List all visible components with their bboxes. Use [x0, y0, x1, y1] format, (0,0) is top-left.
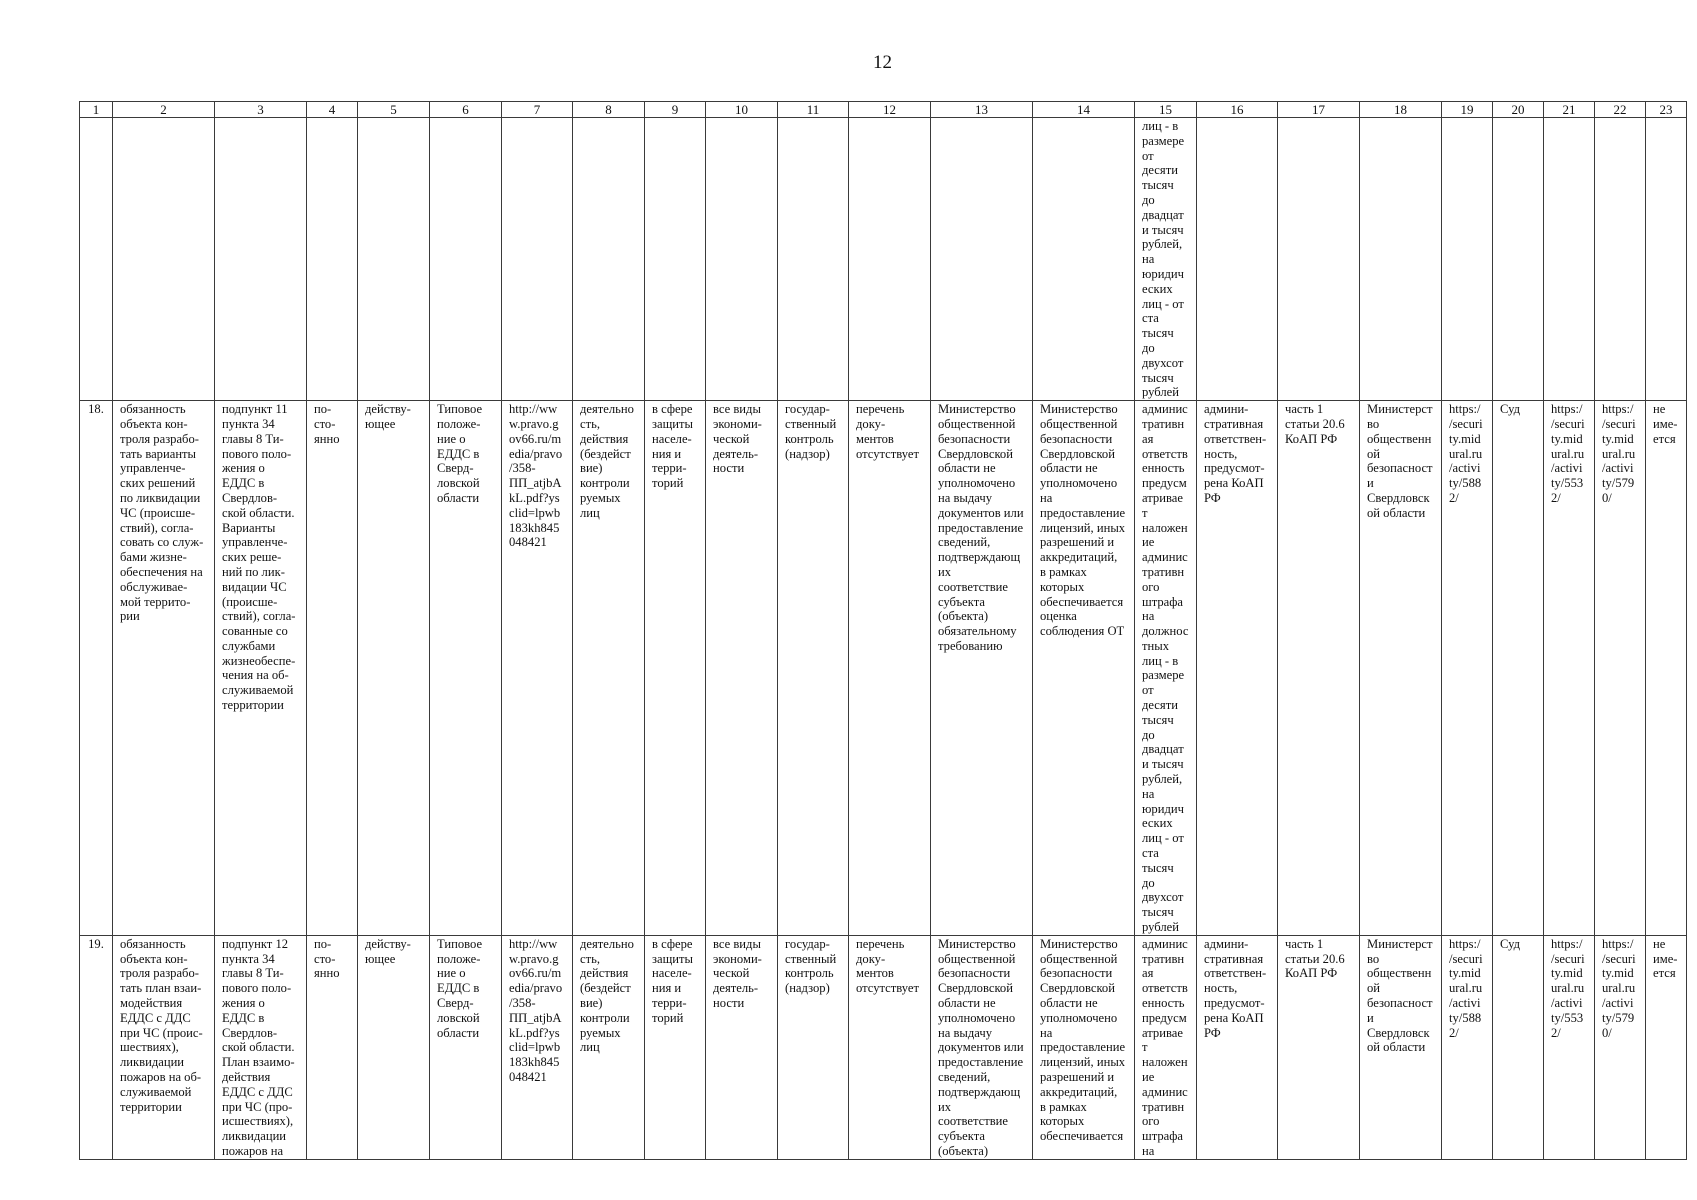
table-cell: деятельно сть, действия (бездейст вие) контроли руемых лиц: [573, 401, 645, 936]
table-cell: [1595, 118, 1646, 401]
table-cell: https:/ /securi ty.mid ural.ru /activi ty/579 0/: [1595, 935, 1646, 1159]
table-cell: [1442, 118, 1493, 401]
table-cell: Министерство общественной безопасности Свердловской области не уполномочено на предоставление лицензий, иных разрешений и аккредитаций, в рамках которых обеспечивается: [1033, 935, 1135, 1159]
table-row: [80, 401, 1687, 936]
table-cell: [113, 118, 215, 401]
table-cell: http://ww w.pravo.g ov66.ru/m edia/pravo /358- ПП_atjbA kL.pdf?ys clid=lpwb 183kh845 048421: [502, 401, 573, 936]
table-cell: [778, 118, 849, 401]
table-cell: Суд: [1493, 401, 1544, 936]
table-cell: админи- стративная ответствен- ность, предусмот- рена КоАП РФ: [1197, 935, 1278, 1159]
row-number-cell: 18.: [80, 401, 113, 936]
header-cell: 13: [931, 102, 1033, 118]
table-cell: Министерство общественной безопасности Свердловской области не уполномочено на предоставление лицензий, иных разрешений и аккредитаций, в рамках которых обеспечивается оценка соблюдения ОТ: [1033, 401, 1135, 936]
table-cell: Суд: [1493, 935, 1544, 1159]
header-cell: 2: [113, 102, 215, 118]
header-cell: 9: [645, 102, 706, 118]
table-cell: https:/ /securi ty.mid ural.ru /activi ty/553 2/: [1544, 935, 1595, 1159]
table-cell: в сфере защиты населе- ния и терри- торий: [645, 401, 706, 936]
header-cell: 11: [778, 102, 849, 118]
table-cell: [1197, 118, 1278, 401]
table-cell: все виды экономи- ческой деятель- ности: [706, 935, 778, 1159]
header-cell: 22: [1595, 102, 1646, 118]
table-cell: [1544, 118, 1595, 401]
table-cell: [307, 118, 358, 401]
table-cell: по- сто- янно: [307, 935, 358, 1159]
table-cell: [1493, 118, 1544, 401]
table-cell: [706, 118, 778, 401]
table-cell: подпункт 12 пункта 34 главы 8 Ти- пового поло- жения о ЕДДС в Свердлов- ской области. План взаимо- действия ЕДДС с ДДС при ЧС (про- исшествиях), ликвидации пожаров на: [215, 935, 307, 1159]
table-cell: [215, 118, 307, 401]
table-cell: [1646, 118, 1687, 401]
table-cell: http://ww w.pravo.g ov66.ru/m edia/pravo /358- ПП_atjbA kL.pdf?ys clid=lpwb 183kh845 048421: [502, 935, 573, 1159]
header-cell: 15: [1135, 102, 1197, 118]
header-cell: 21: [1544, 102, 1595, 118]
header-cell: 8: [573, 102, 645, 118]
table-cell: [80, 118, 113, 401]
header-cell: 14: [1033, 102, 1135, 118]
table-cell: в сфере защиты населе- ния и терри- торий: [645, 935, 706, 1159]
table-cell: [645, 118, 706, 401]
table-cell: Типовое положе- ние о ЕДДС в Сверд- ловской области: [430, 401, 502, 936]
header-cell: 6: [430, 102, 502, 118]
table-cell: [849, 118, 931, 401]
table-cell: по- сто- янно: [307, 401, 358, 936]
table-cell: Министерство общественной безопасности Свердловской области не уполномочено на выдачу документов или предоставление сведений, подтверждающ их соответствие субъекта (объекта): [931, 935, 1033, 1159]
table-cell: https:/ /securi ty.mid ural.ru /activi ty/588 2/: [1442, 935, 1493, 1159]
table-cell: подпункт 11 пункта 34 главы 8 Ти- пового поло- жения о ЕДДС в Свердлов- ской области. Варианты управленче- ских реше- ний по лик- видации ЧС (происше- ствий), согла- сованные со службами жизнеобеспе- чения на об- служиваемой территории: [215, 401, 307, 936]
table-cell: действу- ющее: [358, 935, 430, 1159]
header-cell: 4: [307, 102, 358, 118]
table-row: [80, 118, 1687, 401]
table-cell: админи- стративная ответствен- ность, предусмот- рена КоАП РФ: [1197, 401, 1278, 936]
table-cell: не име- ется: [1646, 935, 1687, 1159]
table-cell: деятельно сть, действия (бездейст вие) контроли руемых лиц: [573, 935, 645, 1159]
row-number-cell: 19.: [80, 935, 113, 1159]
header-cell: 18: [1360, 102, 1442, 118]
table-cell: [1033, 118, 1135, 401]
table-cell: [931, 118, 1033, 401]
header-cell: 7: [502, 102, 573, 118]
table-cell: государ- ственный контроль (надзор): [778, 401, 849, 936]
table-cell: https:/ /securi ty.mid ural.ru /activi ty/579 0/: [1595, 401, 1646, 936]
table-cell: обязанность объекта кон- троля разрабо- тать план взаи- модействия ЕДДС с ДДС при ЧС (проис- шествиях), ликвидации пожаров на об- служиваемой территории: [113, 935, 215, 1159]
table-cell: лиц - в размере от десяти тысяч до двадцат и тысяч рублей, на юридич еских лиц - от ста тысяч до двухсот тысяч рублей: [1135, 118, 1197, 401]
table-cell: [1360, 118, 1442, 401]
table-cell: перечень доку- ментов отсутствует: [849, 935, 931, 1159]
table-cell: [358, 118, 430, 401]
page-number: 12: [873, 52, 892, 73]
table-cell: админис тративн ая ответств енность предусм атривае т наложен ие админис тративн ого штрафа на: [1135, 935, 1197, 1159]
table-header: [80, 102, 1687, 118]
header-cell: 10: [706, 102, 778, 118]
header-cell: 20: [1493, 102, 1544, 118]
table-cell: часть 1 статьи 20.6 КоАП РФ: [1278, 401, 1360, 936]
header-cell: 17: [1278, 102, 1360, 118]
table-cell: Министерство общественной безопасности Свердловской области не уполномочено на выдачу документов или предоставление сведений, подтверждающ их соответствие субъекта (объекта) обязательному требованию: [931, 401, 1033, 936]
header-cell: 12: [849, 102, 931, 118]
header-cell: 5: [358, 102, 430, 118]
table-cell: все виды экономи- ческой деятель- ности: [706, 401, 778, 936]
table-cell: https:/ /securi ty.mid ural.ru /activi ty/553 2/: [1544, 401, 1595, 936]
table-cell: админис тративн ая ответств енность предусм атривае т наложен ие админис тративн ого штрафа на должнос тных лиц - в размере от десяти тысяч до двадцат и тысяч рублей, на юридич еских лиц - от ста тысяч до двухсот тысяч рублей: [1135, 401, 1197, 936]
header-row: [80, 102, 1687, 118]
table-cell: государ- ственный контроль (надзор): [778, 935, 849, 1159]
table-cell: [573, 118, 645, 401]
table-cell: Министерст во общественн ой безопасност и Свердловск ой области: [1360, 401, 1442, 936]
header-cell: 23: [1646, 102, 1687, 118]
table-cell: перечень доку- ментов отсутствует: [849, 401, 931, 936]
table-cell: обязанность объекта кон- троля разрабо- тать варианты управленче- ских решений по ликвидации ЧС (происше- ствий), согла- совать со служ- бами жизне- обеспечения на обслуживае- мой террито- рии: [113, 401, 215, 936]
requirements-table: [79, 101, 1687, 1160]
table-cell: https:/ /securi ty.mid ural.ru /activi ty/588 2/: [1442, 401, 1493, 936]
table-cell: [502, 118, 573, 401]
header-cell: 19: [1442, 102, 1493, 118]
table-cell: не име- ется: [1646, 401, 1687, 936]
table-cell: [1278, 118, 1360, 401]
table-cell: действу- ющее: [358, 401, 430, 936]
table-cell: [430, 118, 502, 401]
header-cell: 3: [215, 102, 307, 118]
table-cell: часть 1 статьи 20.6 КоАП РФ: [1278, 935, 1360, 1159]
header-cell: 16: [1197, 102, 1278, 118]
table-row: [80, 935, 1687, 1159]
table-cell: Типовое положе- ние о ЕДДС в Сверд- ловской области: [430, 935, 502, 1159]
header-cell: 1: [80, 102, 113, 118]
table-cell: Министерст во общественн ой безопасност и Свердловск ой области: [1360, 935, 1442, 1159]
